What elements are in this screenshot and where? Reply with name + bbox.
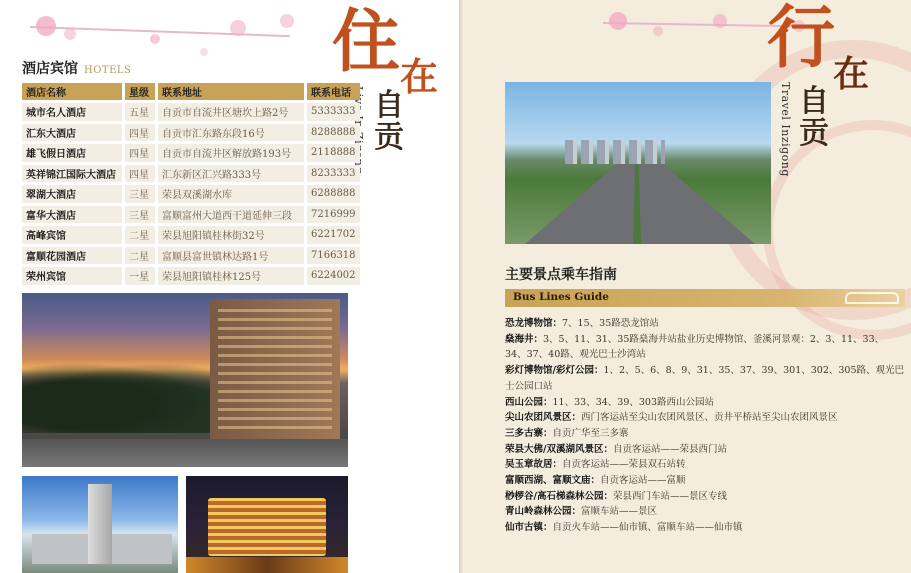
hotels-section-title: [22, 58, 131, 78]
hotel-address: 自贡市汇东路东段16号: [158, 124, 304, 142]
route-destination: 尖山农团风景区：: [505, 412, 582, 424]
route-lines: 自贡广华至三多寨: [552, 427, 629, 439]
list-item: [505, 426, 905, 442]
hotel-address: 汇东新区汇兴路333号: [158, 165, 304, 183]
hotel-tower-photo: [22, 476, 178, 573]
column-header-address: 联系地址: [158, 83, 304, 100]
table-row: [22, 206, 360, 224]
table-row: [22, 103, 360, 121]
heading-char-zai: 在: [833, 53, 870, 95]
route-destination: 青山岭森林公园：: [505, 506, 582, 518]
route-lines: 自贡火车站——仙市镇、富顺车站——仙市镇: [552, 522, 743, 534]
list-item: [505, 363, 905, 394]
hotel-name: 富顺花园酒店: [22, 247, 122, 265]
list-item: [505, 442, 905, 458]
blossom-icon: [653, 26, 663, 36]
photo-plaza: [22, 439, 348, 467]
list-item: [505, 395, 905, 411]
list-item: [505, 489, 905, 505]
heading-char-xing: 行: [767, 0, 836, 78]
hotels-title-zh: 酒店宾馆: [22, 61, 78, 77]
hotel-name: 汇东大酒店: [22, 124, 122, 142]
photo-building: [210, 299, 340, 449]
hotel-star: 三星: [125, 185, 155, 203]
hotel-phone: 5333333: [307, 103, 360, 121]
route-lines: 自贡客运站——荣县西门站: [612, 443, 727, 455]
city-char: 贡: [799, 116, 829, 151]
latin-subtitle: Travel Inzigong: [779, 82, 792, 177]
hotel-name: 高峰宾馆: [22, 226, 122, 244]
list-item: [505, 332, 905, 363]
route-destination: 恐龙博物馆：: [505, 318, 563, 329]
hotel-address: 荣县旭阳镇桂林125号: [158, 267, 304, 285]
hotel-star: 二星: [125, 247, 155, 265]
column-header-name: 酒店名称: [22, 83, 122, 100]
table-row: [22, 124, 360, 142]
latin-subtitle: In: [352, 115, 365, 128]
route-lines: 自贡客运站——富顺: [600, 475, 686, 487]
route-destination: 荣县大佛/双溪湖风景区：: [505, 443, 613, 455]
route-lines: 3、5、11、31、35路燊海井站盐业历史博物馆、釜溪河景观：2、3、11、33、34、37、40路、观光巴士沙湾站: [505, 333, 885, 361]
hotel-address: 自贡市自流井区塘坎上路2号: [158, 103, 304, 121]
table-row: [22, 165, 360, 183]
table-row: [22, 267, 360, 285]
ornament-icon: [845, 292, 899, 304]
hotel-star: 四星: [125, 165, 155, 183]
hotel-exterior-photo: [22, 293, 348, 467]
hotel-night-photo: [186, 476, 348, 573]
route-destination: 富顺西湖、富顺文庙：: [505, 475, 601, 487]
table-header-row: [22, 83, 360, 100]
route-destination: 燊海井：: [505, 333, 544, 345]
route-destination: 三多古寨：: [505, 427, 553, 439]
table-row: [22, 247, 360, 265]
column-header-star: 星级: [125, 83, 155, 100]
hotel-name: 雄飞假日酒店: [22, 144, 122, 162]
route-lines: 富顺车站——景区: [581, 506, 658, 518]
route-lines: 11、33、34、39、303路西山公园站: [552, 396, 715, 408]
guide-title: 主要景点乘车指南: [505, 267, 617, 283]
hotel-address: 荣县双溪湖水库: [158, 185, 304, 203]
bus-routes-list: [505, 316, 905, 536]
hotel-address: 自贡市自流井区解放路193号: [158, 144, 304, 162]
blossom-icon: [150, 34, 160, 44]
photo-trees: [22, 363, 212, 433]
heading-char-zhu: 住: [332, 2, 401, 82]
route-lines: 自贡客运站——荣县双石站转: [562, 459, 686, 471]
city-char: 贡: [374, 120, 404, 155]
hotel-star: 五星: [125, 103, 155, 121]
hotel-phone: 7166318: [307, 247, 360, 265]
photo-city-skyline: [565, 140, 665, 164]
route-destination: 桫椤谷/高石梯森林公园：: [505, 490, 613, 502]
city-char: 自: [374, 88, 404, 123]
photo-lit-building: [208, 498, 326, 556]
photo-lit-ground: [186, 557, 348, 573]
list-item: [505, 504, 905, 520]
blossom-icon: [713, 14, 727, 28]
blossom-icon: [36, 16, 56, 36]
list-item: [505, 520, 905, 536]
route-lines: 西门客运站至尖山农团风景区、贡井平桥站至尖山农团风景区: [581, 412, 838, 424]
hotel-star: 三星: [125, 206, 155, 224]
hotel-star: 四星: [125, 144, 155, 162]
hotel-phone: 6288888: [307, 185, 360, 203]
table-row: [22, 185, 360, 203]
hotel-star: 四星: [125, 124, 155, 142]
photo-tower: [88, 484, 112, 564]
route-destination: 仙市古镇：: [505, 522, 553, 534]
heading-char-zai: 在: [400, 54, 439, 99]
hotel-name: 荣州宾馆: [22, 267, 122, 285]
table-row: [22, 144, 360, 162]
hotel-name: 翠湖大酒店: [22, 185, 122, 203]
hotel-name: 富华大酒店: [22, 206, 122, 224]
highway-photo: [505, 82, 771, 244]
hotels-title-en: HOTELS: [84, 65, 132, 76]
hotel-phone: 6224002: [307, 267, 360, 285]
blossom-icon: [64, 28, 76, 40]
hotels-table: [19, 80, 363, 288]
route-destination: 吴玉章故居：: [505, 459, 563, 471]
hotel-phone: 7216999: [307, 206, 360, 224]
guide-subtitle-en: Bus Lines Guide: [513, 291, 609, 303]
city-char: 自: [799, 84, 829, 119]
table-row: [22, 226, 360, 244]
hotel-star: 一星: [125, 267, 155, 285]
right-page: [463, 0, 911, 573]
column-header-phone: 联系电话: [307, 83, 360, 100]
hotel-star: 二星: [125, 226, 155, 244]
list-item: [505, 457, 905, 473]
route-destination: 西山公园：: [505, 396, 553, 408]
hotel-name: 英祥锦江国际大酒店: [22, 165, 122, 183]
blossom-icon: [200, 48, 208, 56]
route-destination: 彩灯博物馆/彩灯公园：: [505, 365, 604, 377]
blossom-icon: [609, 12, 627, 30]
list-item: [505, 473, 905, 489]
route-lines: 1、2、5、6、8、9、31、35、37、39、301、302、305路、观光巴士公园口站: [505, 365, 905, 392]
hotel-phone: 2118888: [307, 144, 360, 162]
city-name-vertical: [797, 86, 831, 150]
hotel-address: 荣县旭阳镇桂林街32号: [158, 226, 304, 244]
blossom-icon: [280, 14, 294, 28]
hotel-phone: 6221702: [307, 226, 360, 244]
hotel-address: 富顺县富世镇林达路1号: [158, 247, 304, 265]
list-item: [505, 316, 905, 332]
route-lines: 7、15、35路恐龙馆站: [562, 318, 659, 329]
city-name-vertical: [372, 90, 406, 154]
route-lines: 荣县西门车站——景区专线: [612, 490, 727, 502]
hotel-phone: 8288888: [307, 124, 360, 142]
guide-subtitle-bar: [505, 289, 905, 307]
hotel-name: 城市名人酒店: [22, 103, 122, 121]
hotel-address: 富顺富州大道西干道延伸三段: [158, 206, 304, 224]
hotel-phone: 8233333: [307, 165, 360, 183]
blossom-icon: [230, 20, 246, 36]
list-item: [505, 410, 905, 426]
